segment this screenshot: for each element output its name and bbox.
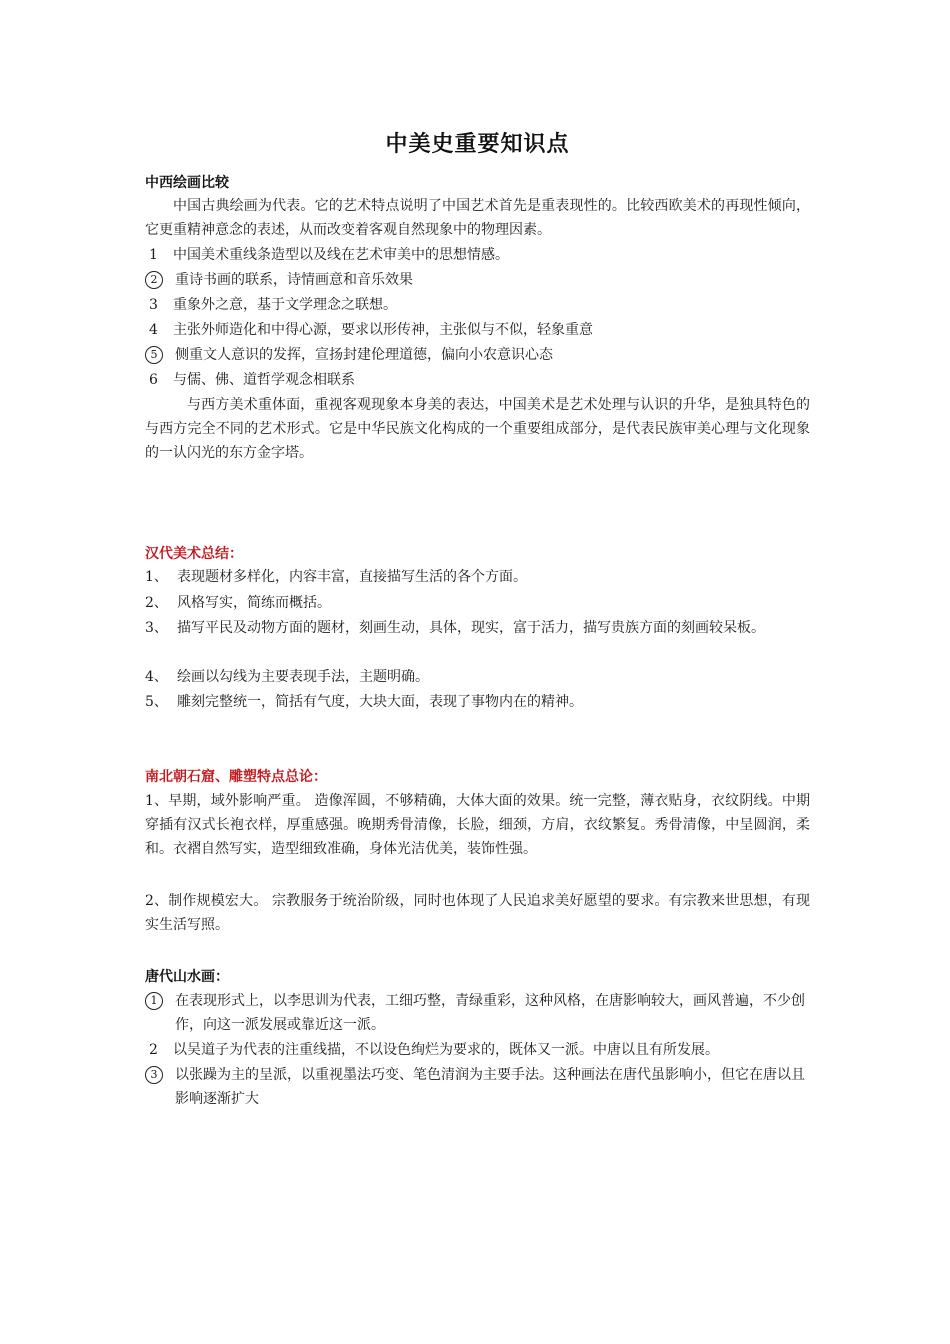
- section-heading-han: 汉代美术总结：: [145, 546, 243, 562]
- list-number: 3: [149, 297, 158, 313]
- circled-number: 2: [145, 271, 163, 289]
- list-text: 绘画以勾线为主要表现手法，主题明确。: [177, 669, 429, 685]
- list-text: 表现题材多样化，内容丰富，直接描写生活的各个方面。: [177, 569, 527, 585]
- list-number: 1、: [145, 569, 168, 585]
- list-item: [145, 665, 810, 689]
- list-number: 4、: [145, 669, 168, 685]
- list-item: [145, 343, 810, 367]
- list-text: 侧重文人意识的发挥，宣扬封建伦理道德，偏向小农意识心态: [175, 347, 553, 363]
- list-item: [145, 1038, 810, 1062]
- section-paragraph-conclusion: 与西方美术重体面，重视客观现象本身美的表达，中国美术是艺术处理与认识的升华，是独具特色的与西方完全不同的艺术形式。它是中华民族文化构成的一个重要组成部分，是代表民族审美心理与文化现象的一认闪光的东方金字塔。: [145, 397, 810, 461]
- list-text: 雕刻完整统一，简括有气度，大块大面，表现了事物内在的精神。: [177, 694, 583, 710]
- list-item: [145, 565, 810, 589]
- list-item: [145, 243, 810, 267]
- list-number: 2、: [145, 595, 168, 611]
- list-item: [145, 368, 810, 392]
- list-item: [145, 616, 810, 640]
- section-heading-tang: 唐代山水画：: [145, 969, 229, 985]
- circled-number: 3: [145, 1066, 163, 1084]
- list-text: 风格写实，简练而概括。: [177, 595, 331, 611]
- list-number: 1: [149, 247, 158, 263]
- section-heading-northern-southern: 南北朝石窟、雕塑特点总论：: [145, 769, 327, 785]
- section-paragraph-early: 1、早期，域外影响严重。 造像浑圆，不够精确，大体大面的效果。统一完整，薄衣贴身，衣纹阴线。中期穿插有汉式长袍衣样，厚重感强。晚期秀骨清像，长脸，细颈，方肩，衣纹繁复。秀骨清像，中呈圆润，柔和。衣褶自然写实，造型细致准确，身体光洁优美，装饰性强。: [145, 793, 810, 857]
- list-text: 重诗书画的联系，诗情画意和音乐效果: [175, 272, 413, 288]
- list-text: 以张躁为主的呈派，以重视墨法巧变、笔色清润为主要手法。这种画法在唐代虽影响小，但它在唐以且影响逐渐扩大: [175, 1067, 805, 1107]
- circled-number: 1: [145, 992, 163, 1010]
- page-title: 中美史重要知识点: [385, 132, 570, 157]
- list-item: [145, 591, 810, 615]
- list-text: 以吴道子为代表的注重线描，不以设色绚烂为要求的，既体又一派。中唐以且有所发展。: [173, 1042, 719, 1058]
- list-item: [145, 989, 810, 1037]
- section-heading-comparison: 中西绘画比较: [145, 175, 229, 191]
- section-paragraph-intro: 中国古典绘画为代表。它的艺术特点说明了中国艺术首先是重表现性的。比较西欧美术的再现性倾向，它更重精神意念的表述，从而改变着客观自然现象中的物理因素。: [145, 198, 810, 238]
- list-text: 中国美术重线条造型以及线在艺术审美中的思想情感。: [173, 247, 509, 263]
- list-text: 在表现形式上，以李思训为代表，工细巧整，青绿重彩，这种风格，在唐影响较大，画风普遍，不少创作，向这一派发展或靠近这一派。: [175, 993, 805, 1033]
- list-item: [145, 293, 810, 317]
- section-paragraph-scale: 2、制作规模宏大。 宗教服务于统治阶级，同时也体现了人民追求美好愿望的要求。有宗教来世思想，有现实生活写照。: [145, 893, 810, 933]
- list-number: 2: [149, 1042, 158, 1058]
- circled-number: 5: [145, 346, 163, 364]
- list-number: 5、: [145, 694, 168, 710]
- list-text: 描写平民及动物方面的题材，刻画生动，具体，现实，富于活力，描写贵族方面的刻画较呆板。: [177, 620, 765, 636]
- list-text: 主张外师造化和中得心源，要求以形传神，主张似与不似，轻象重意: [173, 322, 593, 338]
- list-text: 重象外之意，基于文学理念之联想。: [173, 297, 397, 313]
- list-number: 6: [149, 372, 158, 388]
- list-number: 4: [149, 322, 158, 338]
- list-number: 3、: [145, 620, 168, 636]
- list-item: [145, 1063, 810, 1111]
- list-item: [145, 690, 810, 714]
- list-item: [145, 318, 810, 342]
- list-text: 与儒、佛、道哲学观念相联系: [173, 372, 355, 388]
- list-item: [145, 268, 810, 292]
